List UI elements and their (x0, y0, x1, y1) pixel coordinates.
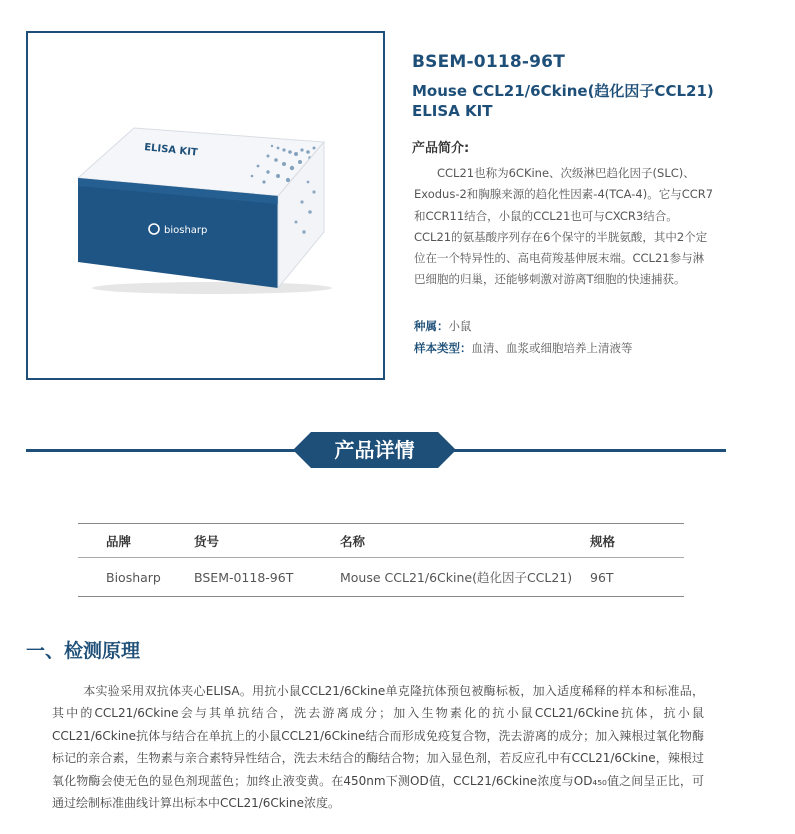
cell-spec: 96T (590, 558, 684, 597)
species-row (414, 318, 472, 334)
header-brand: 品牌 (78, 524, 166, 558)
sample-type-row (414, 340, 633, 356)
cell-brand: Biosharp (78, 558, 166, 597)
table-header-row (78, 524, 684, 558)
sample-type-value: 血清、血浆或细胞培养上清液等 (471, 341, 633, 355)
elisa-kit-box-image (72, 122, 344, 296)
header-catalog-no: 货号 (166, 524, 312, 558)
species-label: 种属： (414, 319, 449, 333)
sample-type-label: 样本类型： (414, 341, 472, 355)
product-name: Mouse CCL21/6Ckine(趋化因子CCL21) ELISA KIT (412, 82, 714, 120)
box-label-text: ELISA KIT (143, 142, 199, 159)
box-brand-text: biosharp (164, 225, 208, 236)
product-image-frame (26, 31, 385, 380)
header-name: 名称 (312, 524, 590, 558)
species-value: 小鼠 (448, 319, 472, 333)
header-spec: 规格 (590, 524, 684, 558)
principle-heading: 一、检测原理 (26, 640, 141, 662)
cell-catalog-no: BSEM-0118-96T (166, 558, 312, 597)
spec-table (78, 523, 684, 597)
product-sku: BSEM-0118-96T (412, 52, 566, 72)
principle-text: 本实验采用双抗体夹心ELISA。用抗小鼠CCL21/6Ckine单克隆抗体预包被酶标板，加入适度稀释的样本和标准品，其中的CCL21/6Ckine会与其单抗结合，洗去游离成分；加入生物素化的抗小鼠CCL21/6Ckine抗体，抗小鼠CCL21/6Ckine抗体与结合在单抗上的小鼠CCL21/6Ckine结合而形成免疫复合物，洗去游离的成分；加入辣根过氧化物酶标记的亲合素，生物素与亲合素特异性结合，洗去未结合的酶结合物；加入显色剂，若反应孔中有CCL21/6Ckine，辣根过氧化物酶会使无色的显色剂现蓝色；加终止液变黄。在450nm下测OD值，CCL21/6Ckine浓度与OD₄₅₀值之间呈正比，可通过绘制标准曲线计算出标本中CCL21/6Ckine浓度。 (52, 684, 704, 811)
intro-text: CCL21也称为6CKine、次级淋巴趋化因子(SLC)、Exodus-2和胸腺来源的趋化性因素-4(TCA-4)。它与CCR7和CCR11结合，小鼠的CCL21也可与CXCR3结合。CCL21的氨基酸序列存在6个保守的半胱氨酸，其中2个定位在一个特异性的、高电荷羧基伸展末端。CCL21参与淋巴细胞的归巢，还能够刺激对游离T细胞的快速捕获。 (414, 166, 714, 287)
table-row (78, 558, 684, 597)
cell-name: Mouse CCL21/6Ckine(趋化因子CCL21) (312, 558, 590, 597)
section-banner-title: 产品详情 (334, 438, 415, 462)
intro-heading: 产品简介: (412, 141, 470, 156)
